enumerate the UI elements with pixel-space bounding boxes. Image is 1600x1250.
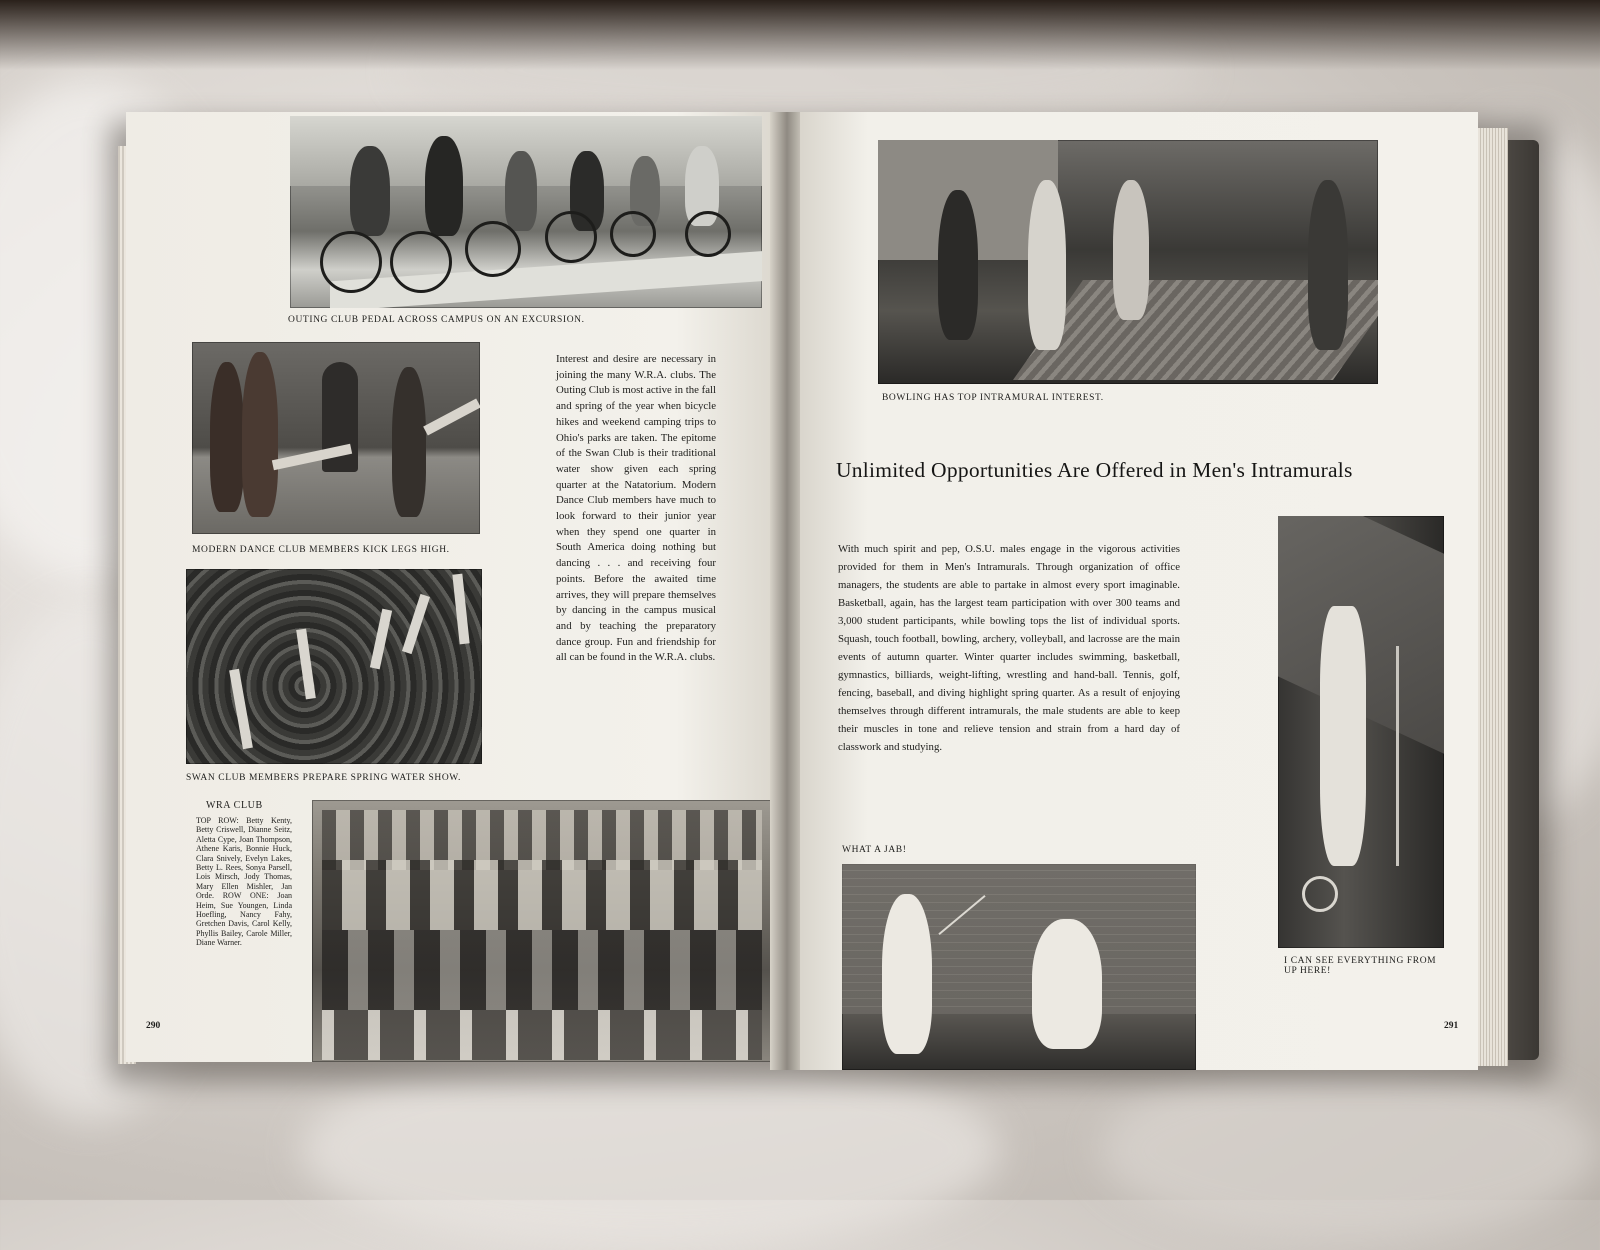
photo-modern-dance: [192, 342, 480, 534]
article-text: Interest and desire are necessary in joining the many W.R.A. clubs. The Outing Club is most active in the fall and spring of the year when bicycle hikes and weekend camping trips to Ohio's parks are taken. The epitome of the Swan Club is their traditional water show given each spring quarter at the Natatorium. Modern Dance Club members have much to look forward to their junior year when they spend one quarter in South America doing nothing but dancing . . . and receiving four points. Before the awaited time arrives, they will prepare themselves by dancing in the campus musical and by teaching the preparatory dance group. Fun and friendship for all can be found in the W.R.A. clubs.: [556, 353, 716, 664]
photo-gymnast: [1278, 516, 1444, 948]
table-edge: [0, 0, 1600, 70]
photo-caption: SWAN CLUB MEMBERS PREPARE SPRING WATER SHOW.: [186, 773, 461, 783]
photo-caption: I CAN SEE EVERYTHING FROM UP HERE!: [1284, 956, 1437, 976]
fur-rug: [1100, 1060, 1600, 1240]
left-page: [126, 112, 774, 1062]
photo-swan-club: [186, 569, 482, 764]
page-number: 290: [146, 1021, 161, 1031]
photo-caption: OUTING CLUB PEDAL ACROSS CAMPUS ON AN EXCURSION.: [288, 315, 585, 325]
group-photo-roster: TOP ROW: Betty Kenty, Betty Criswell, Dianne Seitz, Aletta Cype, Joan Thompson, Athene Karis, Bonnie Huck, Clara Snively, Evelyn Lakes, Betty L. Rees, Sonya Parsell, Lois Mirsch, Jody Thomas, Mary Ellen Mishler, Jan Orde. ROW ONE: Joan Heim, Sue Youngen, Linda Hoefling, Nancy Fahy, Gretchen Davis, Carol Kelly, Phyllis Bailey, Carole Miller, Diane Warner.: [196, 816, 292, 948]
photo-caption: MODERN DANCE CLUB MEMBERS KICK LEGS HIGH.: [192, 545, 450, 555]
photo-outing-club: [290, 116, 762, 308]
book-gutter: [770, 112, 804, 1070]
right-page: [800, 112, 1478, 1070]
photo-wra-club: [312, 800, 772, 1062]
page-headline: Unlimited Opportunities Are Offered in Men's Intramurals: [836, 458, 1353, 482]
article-text: With much spirit and pep, O.S.U. males engage in the vigorous activities provided for them in Men's Intramurals. Through organization of office managers, the students are able to partake in almost every sport imaginable. Basketball, again, has the largest team participation with over 300 teams and 3,000 student participants, while bowling tops the list of individual sports. Squash, touch football, bowling, archery, volleyball, and lacrosse are the main events of autumn quarter. Winter quarter includes swimming, basketball, gymnastics, billiards, weight-lifting, wrestling and hand-ball. Tennis, golf, fencing, baseball, and diving highlight spring quarter. As a result of enjoying themselves through different intramurals, the male students are able to keep their muscles in tone and relieve tension and strain from a hard day of classwork and studying.: [838, 543, 1180, 753]
photo-caption: BOWLING HAS TOP INTRAMURAL INTEREST.: [882, 393, 1104, 403]
photo-caption: WHAT A JAB!: [842, 845, 907, 855]
page-number: 291: [1444, 1021, 1459, 1031]
group-photo-title: WRA CLUB: [206, 800, 263, 811]
photo-bowling: [878, 140, 1378, 384]
photo-fencing: [842, 864, 1196, 1070]
